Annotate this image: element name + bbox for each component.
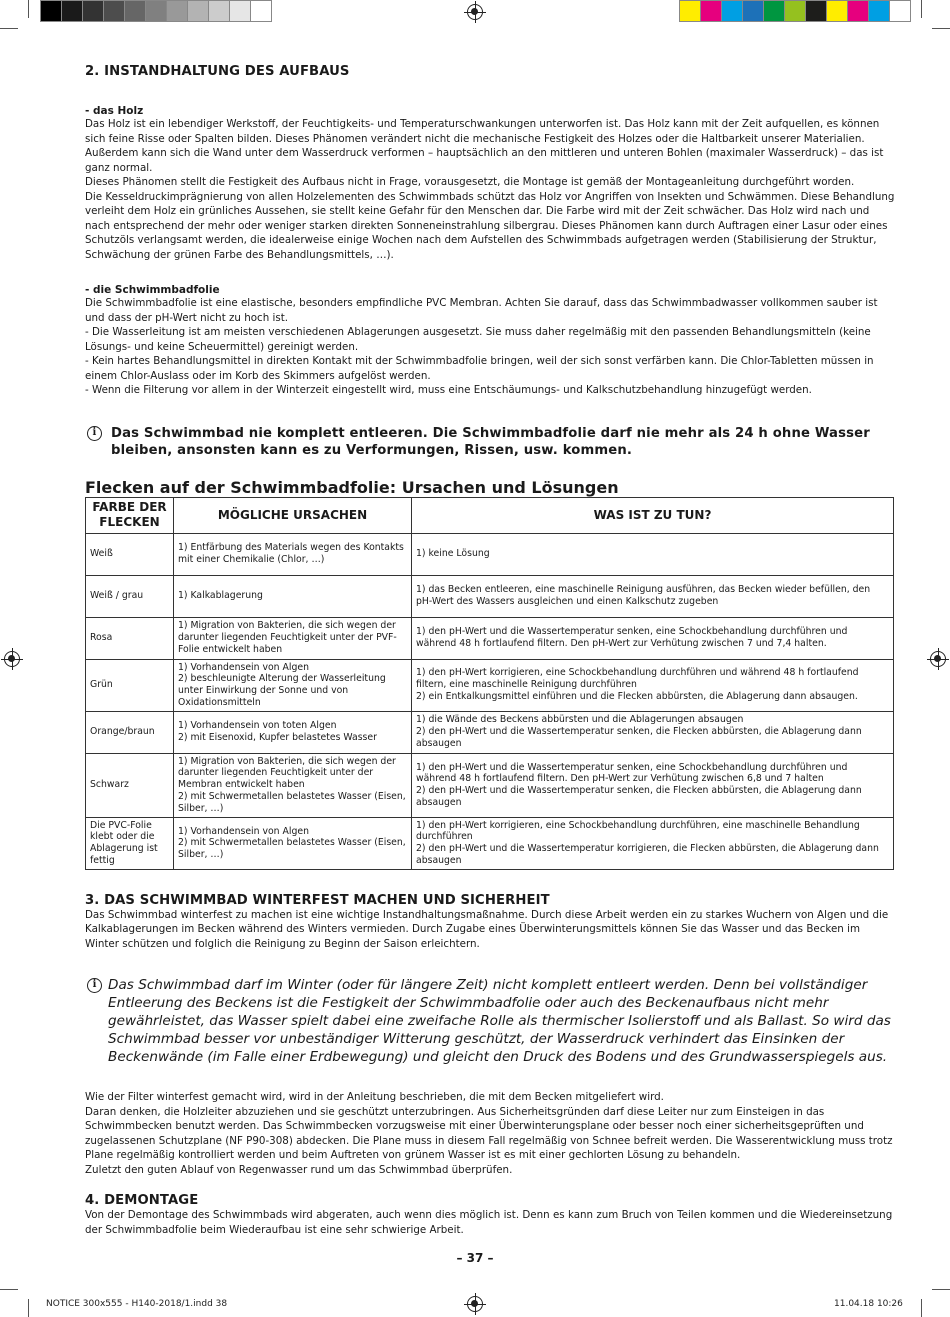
footer-file-info: NOTICE 300x555 - H140-2018/1.indd 38 bbox=[46, 1299, 228, 1309]
section-heading-winter: 3. DAS SCHWIMMBAD WINTERFEST MACHEN UND SICHERHEIT bbox=[85, 892, 550, 908]
paragraph: Die Schwimmbadfolie ist eine elastische, besonders empfindliche PVC Membran. Achten Sie darauf, dass das Schwimmbadwasser vollkommen sauber ist und dass der pH-Wert nicht zu hoch ist. bbox=[85, 297, 878, 324]
cell-solution: 1) den pH-Wert korrigieren, eine Schockbehandlung durchführen und während 48 h fortlaufend filtern, eine maschinelle Reinigung durchführen 2) ein Entkalkungsmittel einführen und die Flecken abbürsten, die Ablagerung dann absaugen. bbox=[412, 659, 894, 711]
color-bar bbox=[679, 0, 911, 22]
registration-mark-left bbox=[4, 651, 20, 667]
color-swatch bbox=[848, 0, 869, 22]
paragraph: Dieses Phänomen stellt die Festigkeit des Aufbaus nicht in Frage, vorausgesetzt, die Montage ist gemäß der Montageanleitung durchgeführt worden. bbox=[85, 176, 855, 188]
table-row bbox=[86, 617, 894, 659]
cell-causes: 1) Migration von Bakterien, die sich wegen der darunter liegenden Feuchtigkeit unter der Membran entwickelt haben 2) mit Schwermetallen belastetes Wasser (Eisen, Silber, …) bbox=[174, 753, 412, 817]
cell-causes: 1) Vorhandensein von Algen 2) beschleunigte Alterung der Wasserleitung unter Einwirkung der Sonne und von Oxidationsmitteln bbox=[174, 659, 412, 711]
paragraph: - Wenn die Filterung vor allem in der Winterzeit eingestellt wird, muss eine Entschäumungs- und Kalkschutzbehandlung hinzugefügt werden. bbox=[85, 384, 812, 396]
info-icon: i bbox=[87, 426, 102, 441]
color-swatch bbox=[890, 0, 911, 22]
color-swatch bbox=[188, 0, 209, 22]
cell-causes: 1) Kalkablagerung bbox=[174, 575, 412, 617]
color-swatch bbox=[869, 0, 890, 22]
cell-stain-color: Grün bbox=[86, 659, 174, 711]
subheading-liner: - die Schwimmbadfolie bbox=[85, 284, 220, 296]
crop-mark bbox=[932, 28, 950, 29]
paragraph: - Die Wasserleitung ist am meisten verschiedenen Ablagerungen ausgesetzt. Sie muss daher regelmäßig mit den passenden Behandlungsmitteln (keine Lösungs- und keine Scheuermittel) gereinigt werden. bbox=[85, 326, 871, 353]
paragraph: Das Schwimmbad winterfest zu machen ist eine wichtige Instandhaltungsmaßnahme. Durch diese Arbeit werden ein zu starkes Wuchern von Algen und die Kalkablagerungen im Becken während des Winters vermieden. Durch Zugabe eines Überwinterungsmittels können Sie das Wasser und das Becken im Winter schützen und folglich die Reinigung zu Beginn der Saison erleichtern. bbox=[85, 908, 889, 950]
cell-solution: 1) den pH-Wert korrigieren, eine Schockbehandlung durchführen, eine maschinelle Behandlung durchführen 2) den pH-Wert und die Wassertemperatur korrigieren, die Flecken abbürsten, die Ablagerung dann absaugen bbox=[412, 817, 894, 869]
color-swatch bbox=[785, 0, 806, 22]
crop-mark bbox=[28, 1299, 29, 1317]
color-swatch bbox=[806, 0, 827, 22]
paragraph: Die Kesseldruckimprägnierung von allen Holzelementen des Schwimmbads schützt das Holz vor Angriffen von Insekten und Schwämmen. Diese Behandlung verleiht dem Holz ein grünliches Aussehen, sie stellt keine Gefahr für den Menschen dar. Die Farbe wird mit der Zeit schwächer. Das Holz wird nach und nach entsprechend der mehr oder weniger starken direkten Sonneneinstrahlung silbergrau. Dieses Phänomen kann durch Auftragen einer Lasur oder eines Schutzöls verlangsamt werden, die idealerweise einige Wochen nach dem Aufstellen des Schwimmbads aufgetragen werden (Stabilisierung der Struktur, Schwächung der grünen Farbe des Behandlungsmittels, …). bbox=[85, 190, 895, 261]
registration-mark-right bbox=[930, 651, 946, 667]
column-header-color: FARBE DER FLECKEN bbox=[86, 497, 174, 533]
cell-solution: 1) den pH-Wert und die Wassertemperatur senken, eine Schockbehandlung durchführen und während 48 h fortlaufend filtern. Den pH-Wert zur Verhütung zwischen 7 und 7,4 halten. bbox=[412, 617, 894, 659]
cell-solution: 1) den pH-Wert und die Wassertemperatur senken, eine Schockbehandlung durchführen und während 48 h fortlaufend filtern. Den pH-Wert zur Verhütung zwischen 6,8 und 7 halten 2) den pH-Wert und die Wassertemperatur senken, die Flecken abbürsten, die Ablagerung dann absaugen bbox=[412, 753, 894, 817]
cell-solution: 1) die Wände des Beckens abbürsten und die Ablagerungen absaugen 2) den pH-Wert und die Wassertemperatur senken, die Flecken abbürsten, die Ablagerung dann absaugen bbox=[412, 711, 894, 753]
color-swatch bbox=[125, 0, 146, 22]
section-heading-disassembly: 4. DEMONTAGE bbox=[85, 1193, 199, 1209]
crop-mark bbox=[921, 0, 922, 18]
paragraph: Zuletzt den guten Ablauf von Regenwasser rund um das Schwimmbad überprüfen. bbox=[85, 1163, 513, 1176]
color-swatch bbox=[827, 0, 848, 22]
column-header-causes: MÖGLICHE URSACHEN bbox=[174, 497, 412, 533]
color-swatch bbox=[40, 0, 62, 22]
cell-stain-color: Weiß bbox=[86, 533, 174, 575]
crop-mark bbox=[0, 1289, 18, 1290]
crop-mark bbox=[932, 1289, 950, 1290]
cell-causes: 1) Entfärbung des Materials wegen des Kontakts mit einer Chemikalie (Chlor, …) bbox=[174, 533, 412, 575]
color-swatch bbox=[743, 0, 764, 22]
section-heading-maintenance: 2. INSTANDHALTUNG DES AUFBAUS bbox=[85, 64, 350, 79]
cell-stain-color: Die PVC-Folie klebt oder die Ablagerung ist fettig bbox=[86, 817, 174, 869]
table-row bbox=[86, 817, 894, 869]
cell-causes: 1) Vorhandensein von toten Algen 2) mit Eisenoxid, Kupfer belastetes Wasser bbox=[174, 711, 412, 753]
paragraph: - Kein hartes Behandlungsmittel in direkten Kontakt mit der Schwimmbadfolie bringen, weil der sich sonst verfärben kann. Die Chlor-Tabletten müssen in einem Chlor-Auslass oder im Korb des Skimmers aufgelöst werden. bbox=[85, 355, 874, 382]
cell-stain-color: Weiß / grau bbox=[86, 575, 174, 617]
wood-text bbox=[85, 117, 895, 262]
registration-mark-top bbox=[467, 4, 483, 20]
subheading-wood: - das Holz bbox=[85, 105, 144, 117]
warning-note-empty-pool: i Das Schwimmbad nie komplett entleeren. Die Schwimmbadfolie darf nie mehr als 24 h ohne Wasser bleiben, ansonsten kann es zu Verformungen, Rissen, usw. kommen. bbox=[85, 425, 895, 460]
cell-solution: 1) keine Lösung bbox=[412, 533, 894, 575]
table-row bbox=[86, 575, 894, 617]
color-swatch bbox=[83, 0, 104, 22]
table-row bbox=[86, 711, 894, 753]
crop-mark bbox=[28, 0, 29, 18]
winter-note: i Das Schwimmbad darf im Winter (oder für längere Zeit) nicht komplett entleert werden. Denn bei vollständiger Entleerung des Beckens ist die Festigkeit der Schwimmbadfolie oder auch des Beckenaufbaus nicht mehr gewährleistet, das Wasser spielt dabei eine zweifache Rolle als thermischer Isolierstoff und als Ballast. So wird das Schwimmbad besser vor unbeständiger Witterung geschützt, der Wasserdruck verhindert das Einsinken der Beckenwände (im Falle einer Erdbewegung) und gleicht den Druck des Bodens und des Grundwasserspiegels aus. bbox=[85, 977, 895, 1066]
cell-causes: 1) Vorhandensein von Algen 2) mit Schwermetallen belastetes Wasser (Eisen, Silber, …) bbox=[174, 817, 412, 869]
cell-stain-color: Orange/braun bbox=[86, 711, 174, 753]
grayscale-bar bbox=[40, 0, 272, 22]
paragraph: Außerdem kann sich die Wand unter dem Wasserdruck verformen – hauptsächlich an den mittleren und unteren Bohlen (maximaler Wasserdruck) – das ist ganz normal. bbox=[85, 147, 884, 174]
column-header-solution: WAS IST ZU TUN? bbox=[412, 497, 894, 533]
table-row bbox=[86, 659, 894, 711]
cell-causes: 1) Migration von Bakterien, die sich wegen der darunter liegenden Feuchtigkeit unter der PVF-Folie entwickelt haben bbox=[174, 617, 412, 659]
paragraph: Wie der Filter winterfest gemacht wird, wird in der Anleitung beschrieben, die mit dem Becken mitgeliefert wird. bbox=[85, 1091, 664, 1104]
color-swatch bbox=[146, 0, 167, 22]
table-row bbox=[86, 753, 894, 817]
paragraph: Von der Demontage des Schwimmbads wird abgeraten, auch wenn dies möglich ist. Denn es kann zum Bruch von Teilen kommen und die Wiedereinsetzung der Schwimmbadfolie beim Wiederaufbau ist eine sehr schwierige Arbeit. bbox=[85, 1209, 893, 1236]
color-swatch bbox=[701, 0, 722, 22]
color-swatch bbox=[104, 0, 125, 22]
table-row bbox=[86, 533, 894, 575]
page-content bbox=[85, 64, 895, 1237]
crop-mark bbox=[921, 1299, 922, 1317]
liner-text bbox=[85, 296, 895, 398]
table-title: Flecken auf der Schwimmbadfolie: Ursachen und Lösungen bbox=[85, 477, 619, 497]
color-swatch bbox=[62, 0, 83, 22]
cell-stain-color: Schwarz bbox=[86, 753, 174, 817]
color-swatch bbox=[251, 0, 272, 22]
color-swatch bbox=[230, 0, 251, 22]
paragraph: Daran denken, die Holzleiter abzuziehen und sie geschützt unterzubringen. Aus Sicherheitsgründen darf diese Leiter nur zum Einsteigen in das Schwimmbecken benutzt werden. Das Schwimmbecken vorzugsweise mit einer Überwinterungsplane oder besser noch einer sicherheitsgeprüften und zugelassenen Schutzplane (NF P90-308) abdecken. Die Plane muss in diesem Fall regelmäßig von Schnee befreit werden. Die Wasserentwicklung muss trotz Plane regelmäßig kontrolliert werden und beim Auftreten von grünem Wasser ist es mit einer gechlorten Lösung zu behandeln. bbox=[85, 1105, 893, 1162]
paragraph: Das Holz ist ein lebendiger Werkstoff, der Feuchtigkeits- und Temperaturschwankungen unterworfen ist. Das Holz kann mit der Zeit aufquellen, es können sich feine Risse oder Spalten bilden. Dieses Phänomen verändert nicht die mechanische Festigkeit des Holzes oder die Haltbarkeit unserer Materialien. bbox=[85, 118, 880, 145]
cell-stain-color: Rosa bbox=[86, 617, 174, 659]
registration-mark-bottom bbox=[467, 1296, 483, 1312]
color-swatch bbox=[764, 0, 785, 22]
color-swatch bbox=[722, 0, 743, 22]
footer-timestamp: 11.04.18 10:26 bbox=[834, 1299, 903, 1309]
page-number: – 37 – bbox=[456, 1251, 494, 1265]
color-swatch bbox=[167, 0, 188, 22]
stains-table bbox=[85, 497, 894, 870]
color-swatch bbox=[209, 0, 230, 22]
info-icon: i bbox=[87, 978, 102, 993]
color-swatch bbox=[679, 0, 701, 22]
crop-mark bbox=[0, 28, 18, 29]
cell-solution: 1) das Becken entleeren, eine maschinelle Reinigung ausführen, das Becken wieder befüllen, den pH-Wert des Wassers ausgleichen und einen Kalkschutz zugeben bbox=[412, 575, 894, 617]
